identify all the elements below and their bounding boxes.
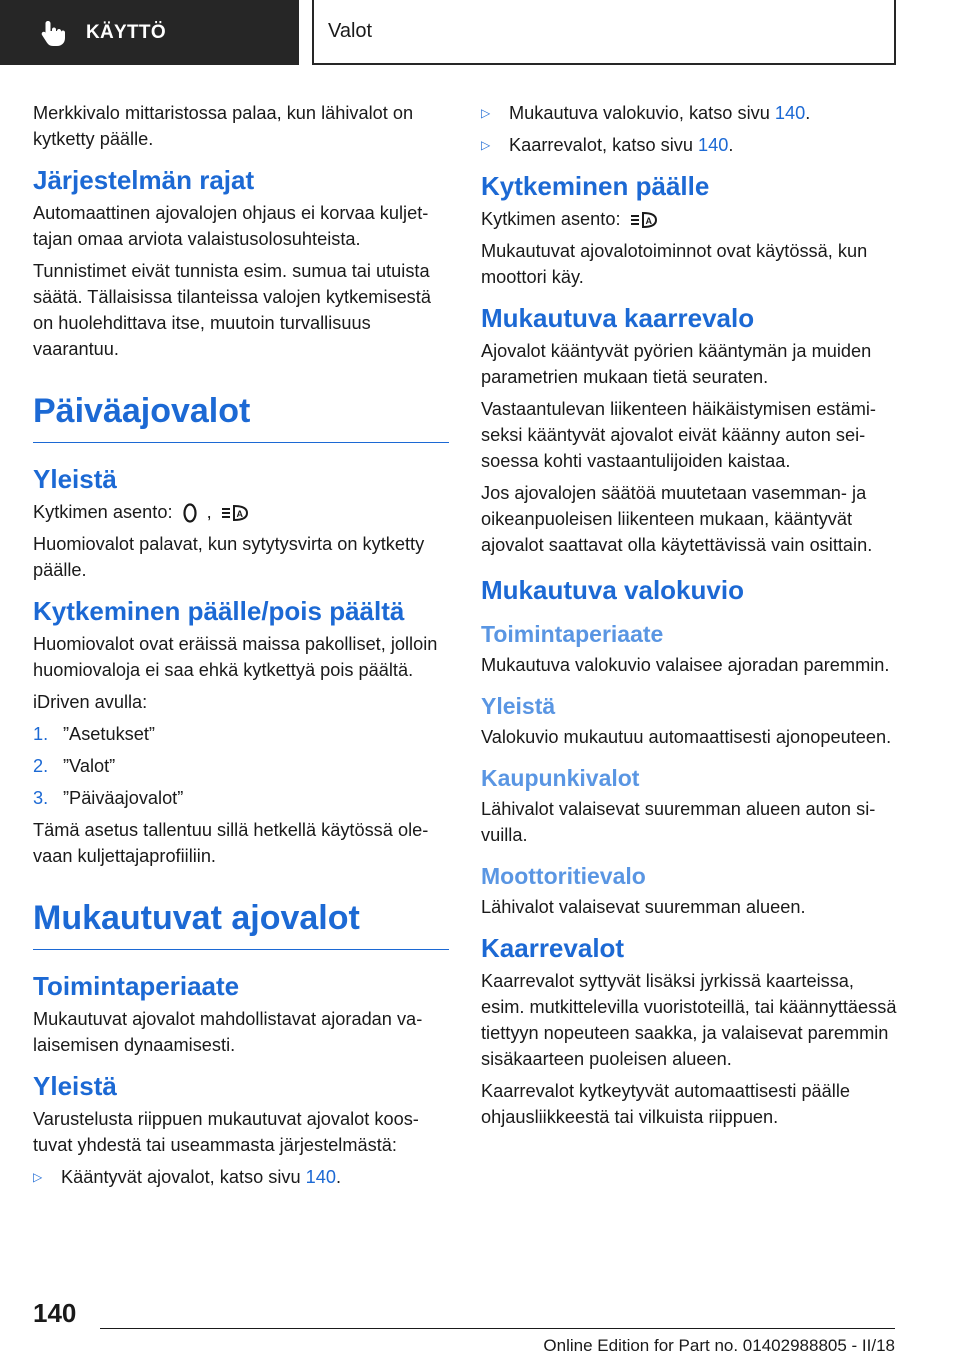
left-column (33, 100, 449, 1196)
on-off-paragraph: Huomiovalot ovat eräissä maissa pakolliset, jolloin huomiovaloja ei saa ehkä kytkettyä pois päältä. (33, 634, 438, 680)
hand-pointer-icon (40, 19, 66, 47)
heading-on-off: Kytkeminen päälle/pois päältä (33, 596, 405, 626)
heading-general: Yleistä (33, 464, 117, 494)
curve-paragraph-3: Jos ajovalojen säätöä muutetaan vasemman- ja oikeanpuoleisen liikenteen mukaan, kääntyvät ajovalot saattavat olla käytettävissä vain osittain. (481, 483, 873, 555)
right-column (481, 100, 897, 1136)
list-item: ▷ Kääntyvät ajovalot, katso sivu 140. (33, 1164, 449, 1190)
heading-pattern-principle: Toimintaperiaate (481, 621, 664, 647)
page-link[interactable]: 140 (774, 103, 806, 123)
cornering-paragraph-2: Kaarrevalot kytkeytyvät automaattisesti päälle ohjausliikkeestä tai vilkuista riippuen. (481, 1081, 850, 1127)
heading-motorway-light: Moottoritievalo (481, 863, 646, 889)
list-item: ▷ Kaarrevalot, katso sivu 140. (481, 132, 897, 158)
general-paragraph: Huomiovalot palavat, kun sytytysvirta on kytketty päälle. (33, 534, 425, 580)
motorway-paragraph: Lähivalot valaisevat suuremman alueen. (481, 897, 806, 917)
triangle-bullet-icon: ▷ (481, 138, 491, 152)
light-switch-off-icon (182, 502, 198, 524)
switch-position-line (481, 206, 897, 232)
pattern-general-paragraph: Valokuvio mukautuu automaattisesti ajonopeuteen. (481, 727, 892, 747)
idrive-paragraph: iDriven avulla: (33, 692, 148, 712)
switch-position-label: Kytkimen asento: (33, 502, 173, 522)
heading-daytime-running-lights: Päiväajovalot (33, 390, 449, 443)
step-item: 2. ”Valot” (33, 756, 116, 776)
heading-cornering-lights: Kaarrevalot (481, 933, 625, 963)
svg-text:A: A (236, 509, 243, 520)
page-number: 140 (33, 1298, 77, 1328)
steps-list (33, 721, 449, 811)
step-item: 3. ”Päiväajovalot” (33, 788, 184, 808)
heading-switch-on: Kytkeminen päälle (481, 171, 710, 201)
switch-position-line (33, 499, 449, 525)
section-header (312, 0, 896, 65)
switch-separator: , (206, 502, 212, 522)
pattern-principle-paragraph: Mukautuva valokuvio valaisee ajoradan paremmin. (481, 655, 890, 675)
heading-adaptive-curve: Mukautuva kaarrevalo (481, 303, 755, 333)
chapter-title: KÄYTTÖ (86, 21, 166, 43)
heading-general-2: Yleistä (33, 1071, 117, 1101)
heading-adaptive-headlights: Mukautuvat ajovalot (33, 897, 449, 950)
limits-paragraph-1: Automaattinen ajovalojen ohjaus ei korvaa kuljettajan omaa arviota valaistusolosuhteista. (33, 203, 429, 249)
heading-pattern-general: Yleistä (481, 693, 556, 719)
triangle-bullet-icon: ▷ (33, 1170, 43, 1184)
auto-headlight-icon (221, 502, 251, 524)
intro-paragraph: Merkkivalo mittaristossa palaa, kun lähivalot on kytketty päälle. (33, 103, 414, 149)
auto-headlight-icon (630, 209, 660, 231)
heading-principle: Toimintaperiaate (33, 971, 240, 1001)
switch-position-label: Kytkimen asento: (481, 209, 621, 229)
edition-note: Online Edition for Part no. 01402988805 - II/18 (543, 1336, 895, 1355)
list-item: ▷ Mukautuva valokuvio, katso sivu 140. (481, 100, 897, 126)
limits-paragraph-2: Tunnistimet eivät tunnista esim. sumua tai utuista säätä. Tällaisissa tilanteissa valojen kytkemisestä on huolehdittava itse, muutoin turvallisuus vaarantuu. (33, 261, 431, 359)
principle-paragraph: Mukautuvat ajovalot mahdollistavat ajoradan valaisemisen dynaamisesti. (33, 1009, 423, 1055)
page-link[interactable]: 140 (305, 1167, 337, 1187)
cornering-paragraph-1: Kaarrevalot syttyvät lisäksi jyrkissä kaarteissa, esim. mutkittelevilla vuoristoteillä, tai käännyttäessä tiettyyn nopeuteen saakka, ja valaisevat paremmin sisäkaarteen puoleisen alueen. (481, 971, 897, 1069)
general-2-paragraph: Varustelusta riippuen mukautuvat ajovalot koostuvat yhdestä tai useammasta järjestelmästä: (33, 1109, 419, 1155)
chapter-tab[interactable] (0, 0, 299, 65)
city-lights-paragraph: Lähivalot valaisevat suuremman alueen auton sivuilla. (481, 799, 876, 845)
page-link[interactable]: 140 (698, 135, 729, 155)
svg-text:A: A (645, 216, 652, 227)
heading-adaptive-pattern: Mukautuva valokuvio (481, 575, 744, 605)
section-title: Valot (328, 20, 373, 42)
footer-divider (100, 1328, 895, 1329)
step-item: 1. ”Asetukset” (33, 724, 155, 744)
heading-limits: Järjestelmän rajat (33, 165, 255, 195)
heading-city-lights: Kaupunkivalot (481, 765, 640, 791)
saved-paragraph: Tämä asetus tallentuu sillä hetkellä käytössä olevaan kuljettajaprofiiliin. (33, 820, 429, 866)
triangle-bullet-icon: ▷ (481, 106, 491, 120)
curve-paragraph-1: Ajovalot kääntyvät pyörien kääntymän ja muiden parametrien mukaan tietä seuraten. (481, 341, 872, 387)
switch-on-paragraph: Mukautuvat ajovalotoiminnot ovat käytössä, kun moottori käy. (481, 241, 868, 287)
curve-paragraph-2: Vastaantulevan liikenteen häikäistymisen estämiseksi kääntyvät ajovalot eivät käänny auton seisoessa kohti vastaantulijoiden kaistaa. (481, 399, 876, 471)
